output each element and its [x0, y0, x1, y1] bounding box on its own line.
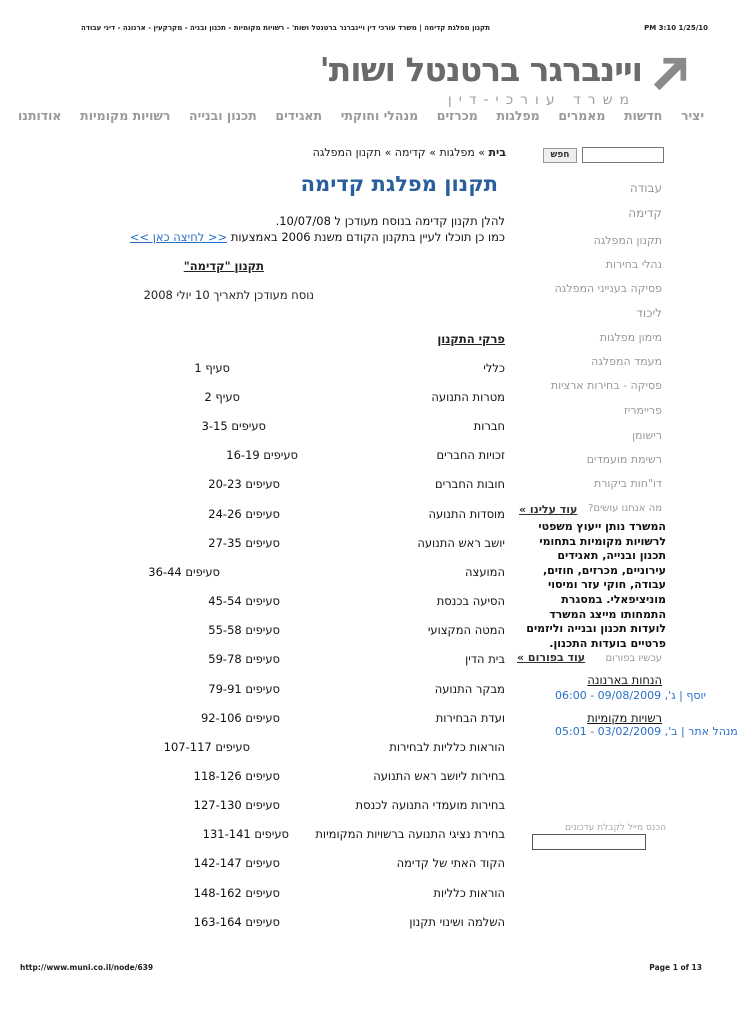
intro-line-1: להלן תקנון קדימה בנוסח מעודכן ל 10/07/08.: [275, 214, 505, 228]
toc-chapter-sections: סעיפים 92-106: [200, 711, 280, 725]
sidebar-item-candidate-list[interactable]: רשימת מועמדים: [586, 453, 662, 466]
page-title: תקנון מפלגת קדימה: [300, 172, 498, 196]
sidebar-item-audit-reports[interactable]: דו"חות ביקורת: [593, 477, 662, 490]
toc-chapter-sections: סעיפים 148-162: [193, 886, 280, 900]
toc-chapter-sections: סעיפים 59-78: [208, 652, 280, 666]
toc-chapter-sections: סעיפים 127-130: [193, 798, 280, 812]
toc-chapter-sections: סעיפים 55-58: [208, 623, 280, 637]
forum-post-meta[interactable]: יוסף | ג', 09/08/2009 - 06:00: [555, 689, 706, 702]
toc-chapter-name: בחירת נציגי התנועה ברשויות המקומיות: [315, 827, 505, 841]
nav-item-articles[interactable]: מאמרים: [558, 108, 606, 123]
subscribe-label: הכנס מייל לקבלת עדכונים: [565, 823, 666, 833]
toc-chapter-name: מבקר התנועה: [434, 682, 505, 696]
print-page-title: תקנון מפלגת קדימה | משרד עורכי דין ויינברגר ברטנטל ושות' - רשויות מקומיות - תכנון ובניה - מקרקעין - ארנונה - דיני עבודה: [81, 24, 490, 32]
toc-chapter-sections: סעיפים 163-164: [193, 915, 280, 929]
toc-chapter-name: חברות: [473, 419, 505, 433]
toc-chapter-name: זכויות החברים: [436, 448, 505, 462]
sidebar-item-party-rulings[interactable]: פסיקה בענייני המפלגה: [554, 282, 662, 295]
more-about-us-link[interactable]: עוד עלינו »: [519, 503, 578, 516]
sidebar-item-primaries[interactable]: פריימריז: [624, 404, 662, 417]
nav-item-planning[interactable]: תכנון ובנייה: [189, 108, 257, 123]
toc-chapter-name: ועדת הבחירות: [435, 711, 505, 725]
logo-subtitle: משרד עורכי-דין: [447, 92, 636, 108]
toc-chapter-sections: סעיפים 107-117: [163, 740, 250, 754]
sidebar-item-registration[interactable]: רישומן: [632, 429, 662, 442]
toc-chapter-name: חובות החברים: [434, 477, 505, 491]
more-in-forum-link[interactable]: עוד בפורום »: [517, 651, 586, 664]
toc-chapter-name: בית הדין: [465, 652, 505, 666]
sidebar-item-party-bylaws[interactable]: תקנון המפלגה: [593, 234, 662, 247]
toc-chapter-sections: סעיפים 118-126: [193, 769, 280, 783]
what-we-do-label: מה אנחנו עושים?: [588, 503, 662, 514]
toc-chapter-sections: סעיף 1: [194, 361, 230, 375]
sidebar-item-election-rules[interactable]: נהלי בחירות: [605, 258, 662, 271]
nav-item-about[interactable]: אודותנו: [18, 108, 62, 123]
toc-chapter-sections: סעיפים 79-91: [208, 682, 280, 696]
toc-chapter-sections: סעיף 2: [204, 390, 240, 404]
sidebar-item-work[interactable]: עבודה: [629, 181, 662, 195]
toc-chapter-sections: סעיפים 131-141: [202, 827, 289, 841]
toc-chapter-name: מוסדות התנועה: [428, 507, 505, 521]
toc-chapter-sections: סעיפים 3-15: [201, 419, 266, 433]
sidebar-item-likud[interactable]: ליכוד: [636, 306, 662, 320]
forum-post-meta[interactable]: מנהל אתר | ב', 03/02/2009 - 05:01: [555, 725, 738, 738]
main-nav: [18, 108, 704, 126]
toc-heading: פרקי התקנון: [437, 332, 505, 346]
toc-chapter-name: הוראות כלליות לבחירות: [389, 740, 505, 754]
toc-chapter-name: מטרות התנועה: [431, 390, 505, 404]
print-footer-url: http://www.muni.co.il/node/639: [20, 963, 154, 972]
about-text: המשרד נותן ייעוץ משפטי לרשויות מקומיות בתחומי תכנון ובנייה, תאגידים עירוניים, מכרזים, חוזים, עבודה, חוקי עזר ומיסוי מוניציפאלי. במסגרת התמחותו מייצג המשרד לועדות תכנון ובנייה וליזמים פרטיים בועדות התכנון.: [526, 520, 666, 650]
toc-chapter-sections: סעיפים 27-35: [208, 536, 280, 550]
toc-chapter-sections: סעיפים 20-23: [208, 477, 280, 491]
toc-chapter-name: המטה המקצועי: [427, 623, 505, 637]
forum-post-title[interactable]: הנחות בארנונה: [587, 673, 662, 687]
intro-text: כמו כן תוכלו לעיין בתקנון הקודם משנת 2006 באמצעות: [230, 230, 505, 244]
toc-chapter-name: יושב ראש התנועה: [417, 536, 505, 550]
toc-chapter-name: בחירות ליושב ראש התנועה: [373, 769, 505, 783]
breadcrumb-home[interactable]: בית: [488, 146, 506, 159]
toc-chapter-name: השלמה ושינוי תקנון: [409, 915, 505, 929]
toc-chapter-sections: סעיפים 36-44: [148, 565, 220, 579]
print-footer-page: Page 1 of 13: [649, 963, 702, 972]
toc-chapter-name: הוראות כלליות: [433, 886, 505, 900]
forum-post-title[interactable]: רשויות מקומיות: [587, 711, 662, 725]
forum-label: עכשיו בפורום: [605, 653, 662, 664]
nav-item-municipalities[interactable]: רשויות מקומיות: [80, 108, 171, 123]
toc-chapter-sections: סעיפים 24-26: [208, 507, 280, 521]
sidebar-item-party-status[interactable]: מעמד המפלגה: [591, 355, 662, 368]
search-button[interactable]: חפש: [543, 148, 577, 163]
breadcrumb-trail[interactable]: » מפלגות » קדימה » תקנון המפלגה: [312, 146, 489, 159]
toc-chapter-sections: סעיפים 45-54: [208, 594, 280, 608]
intro-line-2: [130, 230, 505, 244]
nav-item-tenders[interactable]: מכרזים: [436, 108, 478, 123]
site-logo[interactable]: [319, 50, 704, 110]
nav-item-news[interactable]: חדשות: [624, 108, 663, 123]
toc-chapter-name: הסיעה בכנסת: [436, 594, 505, 608]
sidebar-item-kadima[interactable]: קדימה: [628, 206, 662, 220]
sidebar-item-national-elections[interactable]: פסיקה - בחירות ארציות: [550, 379, 662, 392]
toc-chapter-name: המועצה: [465, 565, 505, 579]
nav-item-corporations[interactable]: תאגידים: [275, 108, 323, 123]
doc-version: נוסח מעודכן לתאריך 10 יולי 2008: [143, 288, 314, 302]
sidebar-item-party-funding[interactable]: מימון מפלגות: [599, 331, 662, 344]
doc-heading: תקנון "קדימה": [183, 259, 264, 273]
nav-item-administrative[interactable]: מנהלי וחוקתי: [340, 108, 419, 123]
nav-item-contact[interactable]: יציר: [680, 108, 704, 123]
toc-chapter-sections: סעיפים 16-19: [226, 448, 298, 462]
toc-chapter-name: בחירות מועמדי התנועה לכנסת: [355, 798, 505, 812]
logo-title: ויינברגר ברטנטל ושות': [319, 50, 642, 89]
subscribe-email-input[interactable]: [532, 834, 646, 850]
previous-bylaws-link[interactable]: << לחיצה כאן >>: [129, 230, 228, 244]
arrow-logo-icon: [652, 56, 690, 94]
toc-chapter-name: כללי: [483, 361, 505, 375]
search-input[interactable]: [582, 147, 664, 163]
print-datetime: 1/25/10 3:10 PM: [644, 24, 708, 32]
toc-chapter-name: הקוד האתי של קדימה: [396, 856, 505, 870]
nav-item-parties[interactable]: מפלגות: [496, 108, 540, 123]
toc-chapter-sections: סעיפים 142-147: [193, 856, 280, 870]
breadcrumb: [313, 146, 506, 159]
